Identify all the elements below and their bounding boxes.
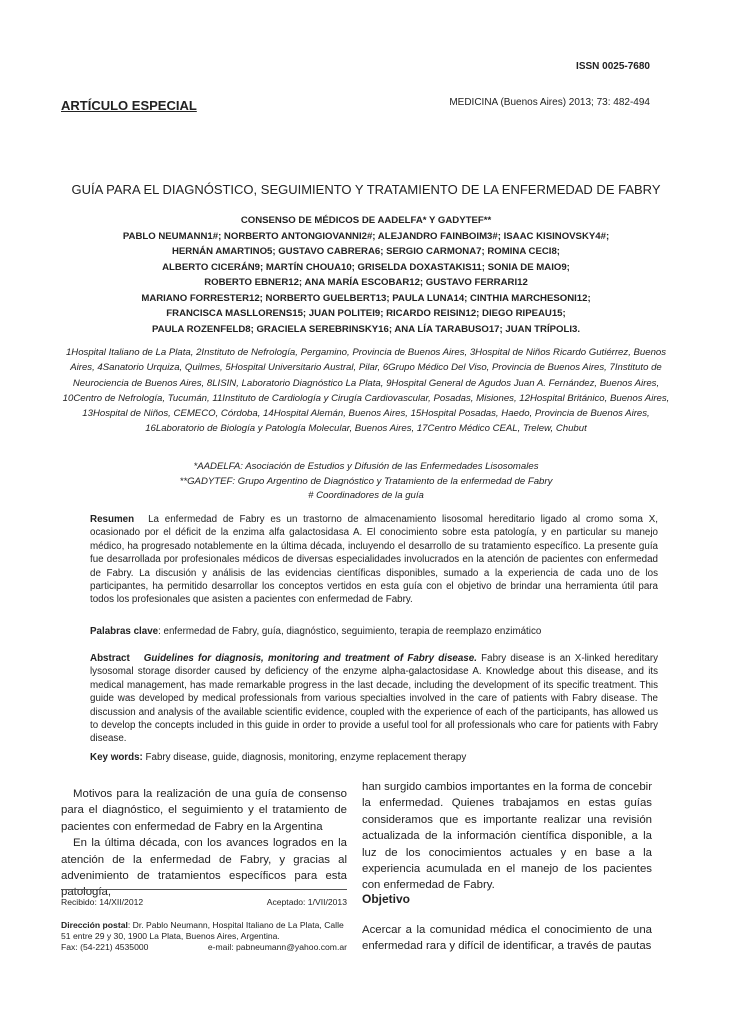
fax: Fax: (54-221) 4535000 <box>61 942 149 953</box>
address-label: Dirección postal <box>61 920 128 930</box>
author-line: PAULA ROZENFELD8; GRACIELA SEREBRINSKY16; ANA LÍA TARABUSO17; JUAN TRÍPOLI3. <box>151 323 581 335</box>
group-aadelfa: *AADELFA: Asociación de Estudios y Difusión de las Enfermedades Lisosomales <box>193 461 539 472</box>
author-line: HERNÁN AMARTINO5; GUSTAVO CABRERA6; SERGIO CARMONA7; ROMINA CECI8; <box>171 246 561 257</box>
keywords-text: Fabry disease, guide, diagnosis, monitoring, enzyme replacement therapy <box>142 752 467 763</box>
objetivo-heading: Objetivo <box>362 892 411 906</box>
resumen-label: Resumen <box>90 514 135 525</box>
resumen-block <box>90 513 658 607</box>
journal-citation: MEDICINA (Buenos Aires) 2013; 73: 482-494 <box>449 97 650 108</box>
author-line: MARIANO FORRESTER12; NORBERTO GUELBERT13; PAULA LUNA14; CINTHIA MARCHESONI12; <box>141 292 591 304</box>
article-title: GUÍA PARA EL DIAGNÓSTICO, SEGUIMIENTO Y TRATAMIENTO DE LA ENFERMEDAD DE FABRY <box>71 182 661 197</box>
abstract-title: Guidelines for diagnosis, monitoring and treatment of Fabry disease. <box>143 653 477 664</box>
affiliations: 1Hospital Italiano de La Plata, 2Instituto de Nefrología, Pergamino, Provincia de Buenos Aires, 3Hospital de Niños Ricardo Gutiérrez, Buenos Aires, 4Sanatorio Urquiza, Quilmes, 5Hospital Universitario Austral, Pilar, 6Grupo Médico Del Viso, Provincia de Buenos Aires, 7Instituto de Neurociencia de Buenos Aires, 8LISIN, Laboratorio Diagnóstico La Plata, 9Hospital General de Agudos Juan A. Fernández, Buenos Aires, 10Centro de Nefrología, Tucumán, 11Instituto de Cardiología y Cirugía Cardiovascular, Posadas, Misiones, 12Hospital Británico, Buenos Aires, 13Hospital de Niños, CEMECO, Córdoba, 14Hospital Alemán, Buenos Aires, 15Hospital Posadas, Haedo, Provincia de Buenos Aires, 16Laboratorio de Biología y Patología Molecular, Buenos Aires, 17Centro Médico CEAL, Trelew, Chubut <box>62 347 670 435</box>
received-date: Recibido: 14/XII/2012 <box>61 897 144 907</box>
address-text: : Dr. Pablo Neumann, Hospital Italiano de La Plata, Calle 51 entre 29 y 30, 1900 La Plata, Buenos Aires, Argentina. <box>61 920 344 942</box>
dates-line <box>61 897 347 907</box>
section-label: ARTÍCULO ESPECIAL <box>61 98 197 113</box>
author-line: ALBERTO CICERÁN9; MARTÍN CHOUA10; GRISELDA DOXASTAKIS11; SONIA DE MAIO9; <box>162 261 570 273</box>
body-paragraph: Acercar a la comunidad médica el conocimiento de una enfermedad rara y difícil de identificar, a través de pautas <box>362 924 652 953</box>
abstract-text: Fabry disease is an X-linked hereditary lysosomal storage disorder caused by deficiency of the enzyme alpha-galactosidase A. Knowledge about this disease, and its medical management, has made remarkable progress in the last decade, including the development of its specific treatment. This guide was developed by medical professionals from various specialties involved in the care of patients with Fabry disease. The discussion and analysis of the available scientific evidence, coupled with the experience of each of the participants, has allowed us to develop the concepts included in this guide in order to provide a useful tool for all professionals who care for patients with Fabry disease. <box>90 653 658 745</box>
abstract-block <box>90 652 658 746</box>
email-link[interactable]: e-mail: pabneumann@yahoo.com.ar <box>207 942 347 953</box>
group-coordinators: # Coordinadores de la guía <box>308 490 424 501</box>
objetivo-text-column <box>362 922 652 955</box>
keywords-label: Key words: <box>90 752 143 763</box>
body-paragraph: Motivos para la realización de una guía de consenso para el diagnóstico, el seguimiento y el tratamiento de pacientes con enfermedad de Fabry en la Argentina <box>61 788 347 833</box>
group-gadytef: **GADYTEF: Grupo Argentino de Diagnóstico y Tratamiento de la enfermedad de Fabry <box>179 475 553 487</box>
body-paragraph: han surgido cambios importantes en la forma de concebir la enfermedad. Quienes trabajamos en estas guías consideramos que es importante realizar una revisión actualizada de la información científica disponible, a la luz de los conocimientos actuales y en base a la experiencia acumulada en el manejo de los pacientes con enfermedad de Fabry. <box>362 781 652 892</box>
author-line: FRANCISCA MASLLORENS15; JUAN POLITEI9; RICARDO REISIN12; DIEGO RIPEAU15; <box>166 308 566 319</box>
body-right-column <box>362 779 652 894</box>
group-definitions <box>60 460 672 504</box>
postal-address <box>61 920 347 954</box>
author-line: PABLO NEUMANN1#; NORBERTO ANTONGIOVANNI2#; ALEJANDRO FAINBOIM3#; ISAAC KISINOVSKY4#; <box>122 230 610 242</box>
author-list <box>40 213 692 337</box>
author-line: ROBERTO EBNER12; ANA MARÍA ESCOBAR12; GUSTAVO FERRARI12 <box>204 277 528 288</box>
accepted-date: Aceptado: 1/VII/2013 <box>266 897 347 907</box>
issn: ISSN 0025-7680 <box>576 61 650 72</box>
body-paragraph: En la última década, con los avances logrados en la atención de la enfermedad de Fabry, y gracias al advenimiento de tratamientos específicos para esta patología, <box>61 837 347 899</box>
palabras-text: : enfermedad de Fabry, guía, diagnóstico, seguimiento, terapia de reemplazo enzimático <box>158 626 542 637</box>
key-words <box>90 751 658 764</box>
palabras-label: Palabras clave <box>90 626 159 637</box>
footnote-divider <box>61 889 347 890</box>
abstract-label: Abstract <box>90 653 130 664</box>
palabras-clave <box>90 625 658 638</box>
consensus-line: CONSENSO DE MÉDICOS DE AADELFA* Y GADYTEF** <box>240 215 492 226</box>
resumen-text: La enfermedad de Fabry es un trastorno de almacenamiento lisosomal hereditario ligado al cromo soma X, ocasionado por el déficit de la enzima alfa galactosidasa A. El conocimiento sobre esta patología, y en particular su manejo médico, ha progresado notablemente en la última década, incluyendo el desarrollo de su tratamiento específico. La presente guía fue desarrollada por profesionales médicos de diversas especialidades involucrados en la atención de pacientes con enfermedad de Fabry. La discusión y análisis de las evidencias científicas disponibles, sumado a la experiencia de cada uno de los participantes, ha permitido desarrollar los conceptos vertidos en esta guía con el objetivo de brindar una herramienta útil para todos los profesionales que asisten a pacientes con enfermedad de Fabry. <box>90 514 658 606</box>
body-left-column <box>61 786 347 901</box>
